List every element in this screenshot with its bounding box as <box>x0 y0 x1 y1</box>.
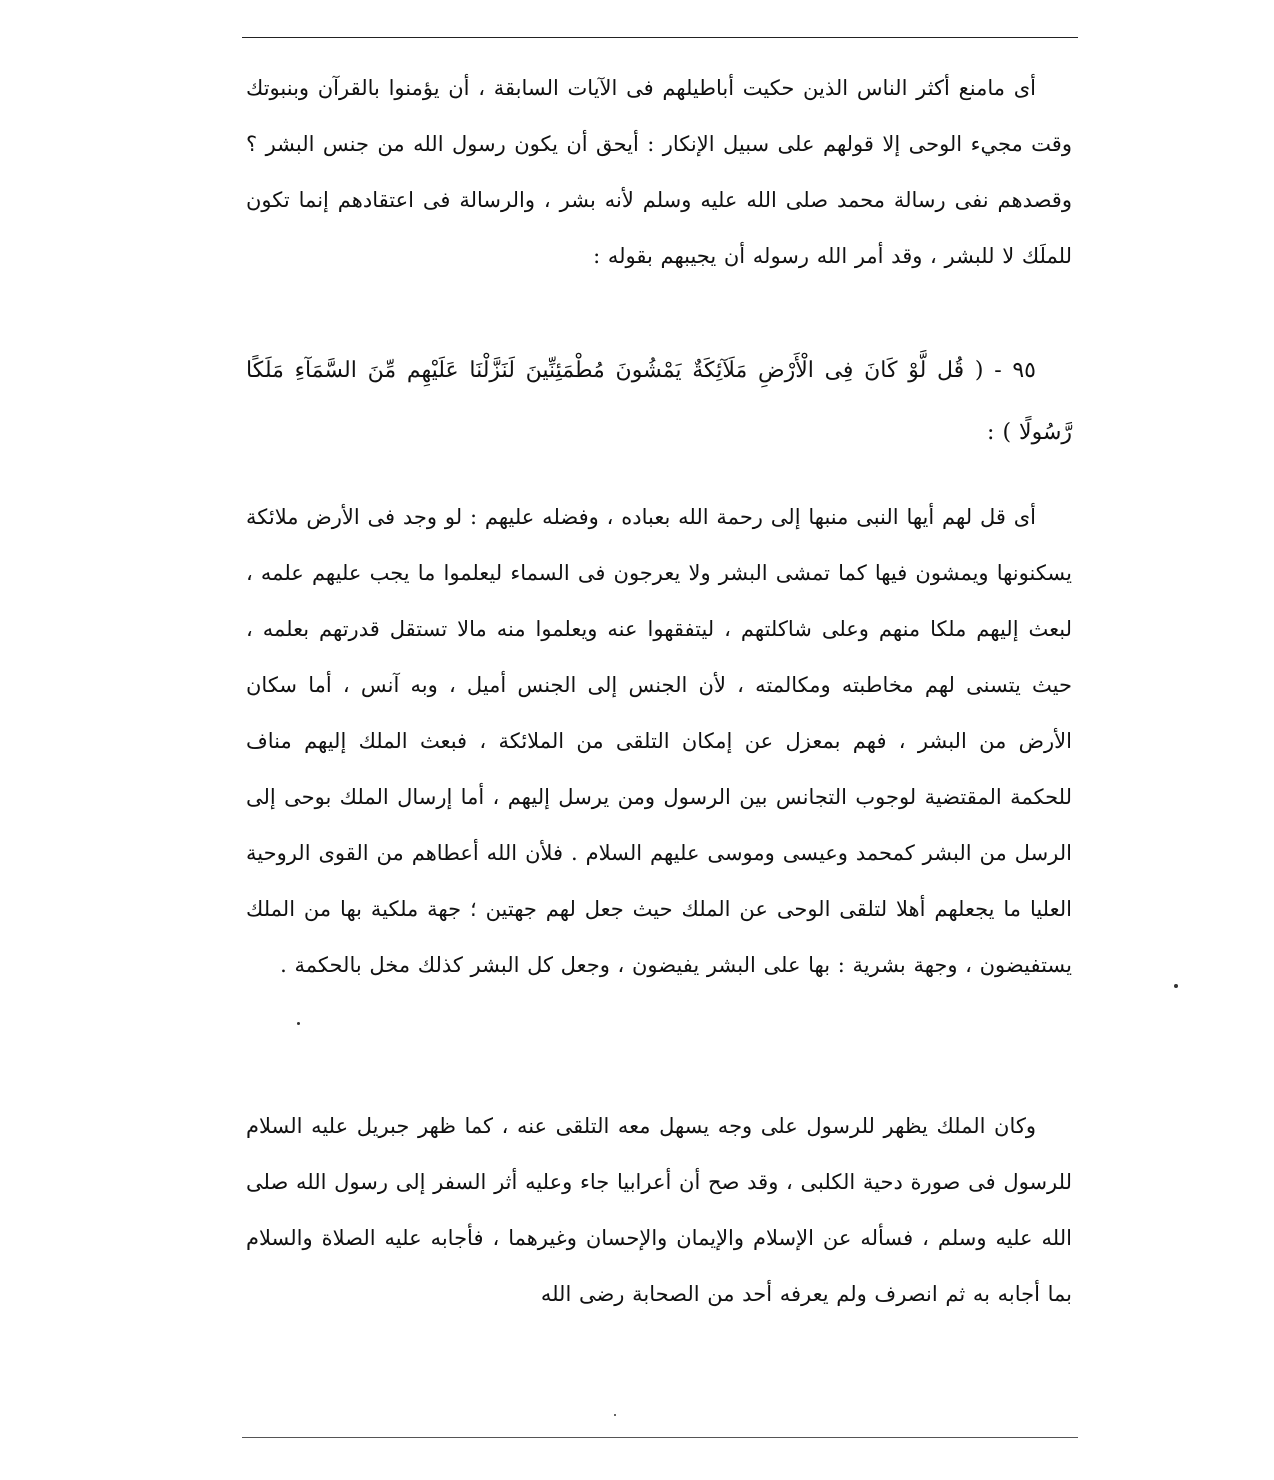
paragraph-text: أى مامنع أكثر الناس الذين حكيت أباطيلهم فى الآيات السابقة ، أن يؤمنوا بالقرآن وبنبوتك وقت مجيء الوحى إلا قولهم على سبيل الإنكار : أيحق أن يكون رسول الله من جنس البشر ؟ وقصدهم نفى رسالة محمد صلى الله عليه وسلم لأنه بشر ، والرسالة فى اعتقادهم إنما تكون للملَك لا للبشر ، وقد أمر الله رسوله أن يجيبهم بقوله : <box>246 76 1072 268</box>
scan-speck <box>1174 984 1178 988</box>
paragraph-text: وكان الملك يظهر للرسول على وجه يسهل معه التلقى عنه ، كما ظهر جبريل عليه السلام للرسول فى صورة دحية الكلبى ، وقد صح أن أعرابيا جاء وعليه أثر السفر إلى رسول الله صلى الله عليه وسلم ، فسأله عن الإسلام والإيمان والإحسان وغيرهما ، فأجابه عليه الصلاة والسلام بما أجابه به ثم انصرف ولم يعرفه أحد من الصحابة رضى الله <box>246 1114 1072 1306</box>
scan-speck <box>614 1414 616 1416</box>
commentary-paragraph-2 <box>246 489 1072 993</box>
commentary-paragraph-3 <box>246 1098 1072 1322</box>
verse-text: ٩٥ - ( قُل لَّوْ كَانَ فِى الْأَرْضِ مَلَآئِكَةٌ يَمْشُونَ مُطْمَئِنِّينَ لَنَزَّلْنَا عَلَيْهِم مِّنَ السَّمَآءِ مَلَكًا رَّسُولًا ) : <box>246 358 1072 445</box>
scan-speck <box>297 1022 300 1025</box>
bottom-rule-divider <box>242 1437 1078 1438</box>
paragraph-text: أى قل لهم أيها النبى منبها إلى رحمة الله بعباده ، وفضله عليهم : لو وجد فى الأرض ملائكة يسكنونها ويمشون فيها كما تمشى البشر ولا يعرجون فى السماء ليعلموا ما يجب عليهم علمه ، لبعث إليهم ملكا منهم وعلى شاكلتهم ، ليتفقهوا عنه ويعلموا منه مالا تستقل قدرتهم بعلمه ، حيث يتسنى لهم مخاطبته ومكالمته ، لأن الجنس إلى الجنس أميل ، وبه آنس ، أما سكان الأرض من البشر ، فهم بمعزل عن إمكان التلقى من الملائكة ، فبعث الملك إليهم مناف للحكمة المقتضية لوجوب التجانس بين الرسول ومن يرسل إليهم ، أما إرسال الملك بوحى إلى الرسل من البشر كمحمد وعيسى وموسى عليهم السلام . فلأن الله أعطاهم من القوى الروحية العليا ما يجعلهم أهلا لتلقى الوحى عن الملك حيث جعل لهم جهتين ؛ جهة ملكية بها من الملك يستفيضون ، وجهة بشرية : بها على البشر يفيضون ، وجعل كل البشر كذلك مخل بالحكمة . <box>246 505 1072 977</box>
quran-verse-95 <box>246 340 1072 464</box>
commentary-paragraph-1 <box>246 60 1072 284</box>
top-rule-divider <box>242 37 1078 38</box>
